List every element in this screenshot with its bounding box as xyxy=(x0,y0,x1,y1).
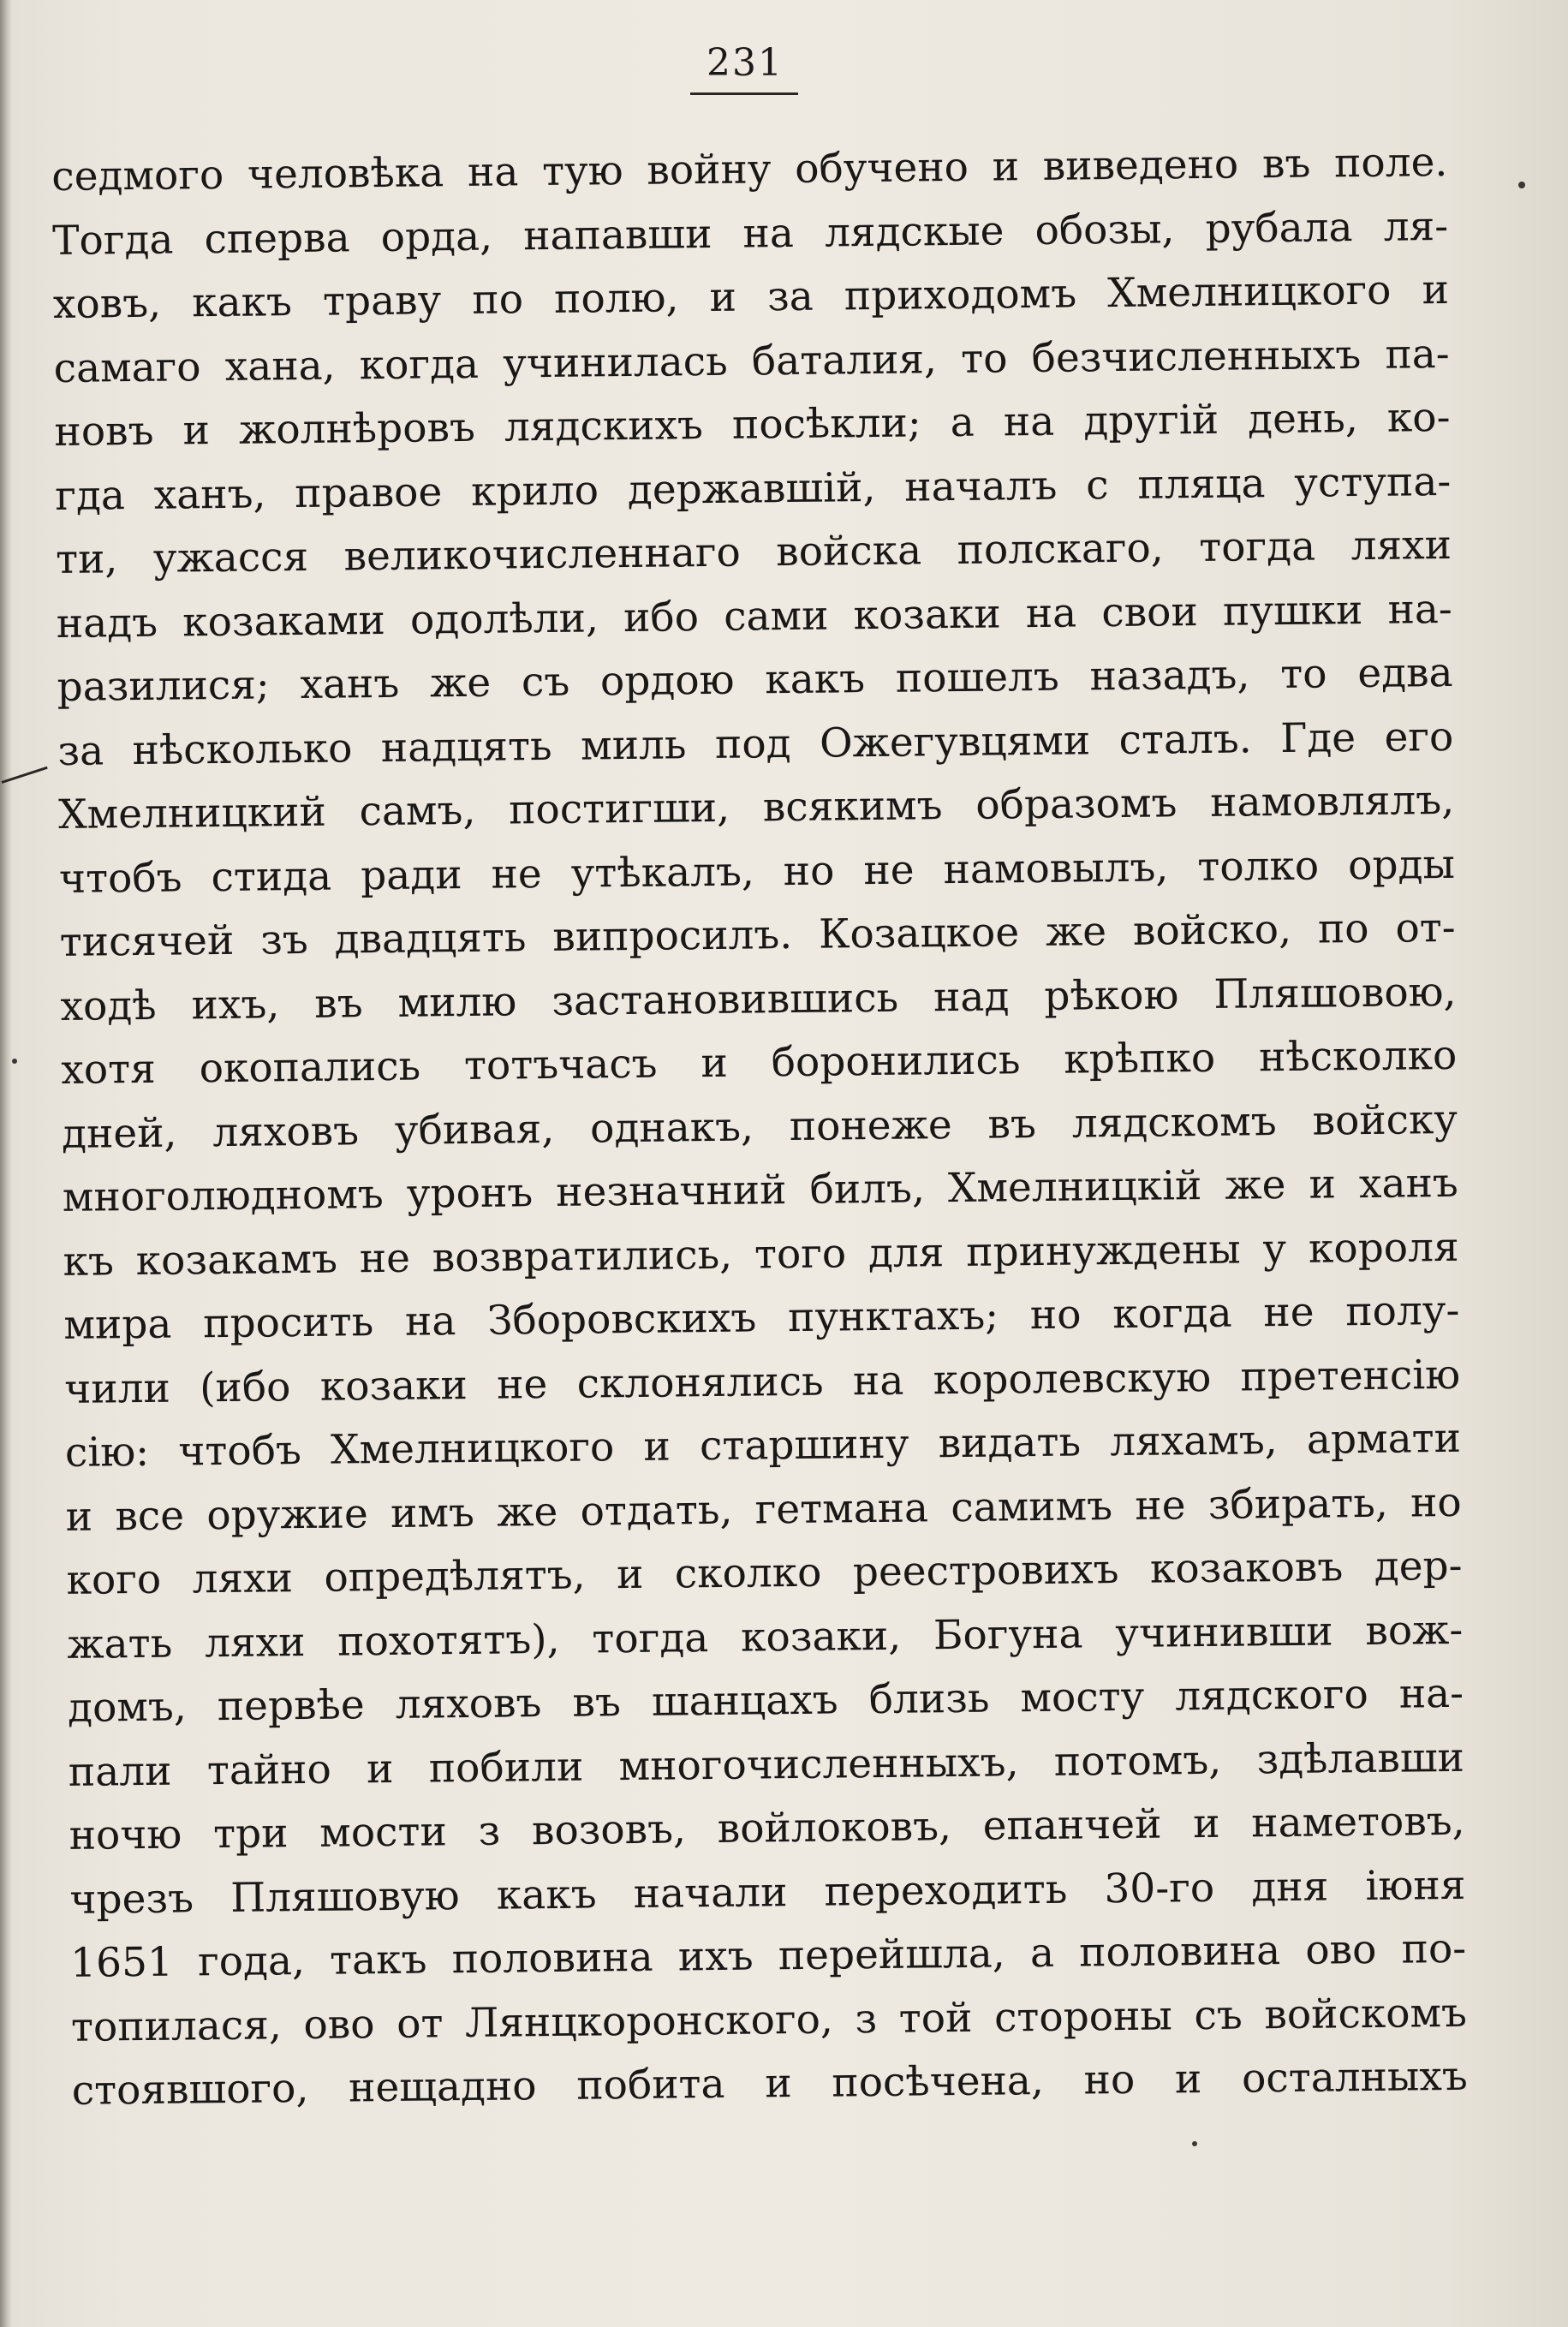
text-line: кого ляхи опредѣлятъ, и сколко реестровихъ козаковъ дер- xyxy=(66,1542,1463,1604)
page-number-underline xyxy=(690,92,798,95)
text-line: стоявшого, нещадно побита и посѣчена, но и осталныхъ xyxy=(71,2052,1468,2115)
ink-speck xyxy=(1192,2141,1197,2146)
page-binding-shadow xyxy=(0,0,12,2327)
body-text xyxy=(51,131,1468,2123)
page-number: 231 xyxy=(706,41,784,85)
text-line: Тогда сперва орда, напавши на лядскые обозы, рубала ля- xyxy=(51,202,1449,265)
text-line: 1651 года, такъ половина ихъ перейшла, а половина ово по- xyxy=(69,1924,1467,1987)
text-line: и все оружие имъ же отдать, гетмана самимъ не збирать, но xyxy=(65,1478,1462,1541)
text-line: тисячей зъ двадцять випросилъ. Козацкое же войско, по от- xyxy=(59,904,1456,966)
text-line: за нѣсколько надцять миль под Ожегувцями сталъ. Где его xyxy=(57,713,1454,775)
text-line: седмого человѣка на тую войну обучено и виведено въ поле. xyxy=(51,138,1448,200)
text-line: самаго хана, когда учинилась баталия, то безчисленныхъ па- xyxy=(53,330,1450,392)
text-line: надъ козаками одолѣли, ибо сами козаки на свои пушки на- xyxy=(56,585,1453,647)
text-line: мира просить на Зборовскихъ пунктахъ; но когда не полу- xyxy=(63,1286,1460,1349)
text-line: чрезъ Пляшовую какъ начали переходить 30-го дня іюня xyxy=(69,1861,1466,1924)
text-line: гда ханъ, правое крило державшій, началъ с пляца уступа- xyxy=(54,457,1452,520)
text-line: новъ и жолнѣровъ лядскихъ посѣкли; а на другій день, ко- xyxy=(54,393,1451,456)
text-line: пали тайно и побили многочисленныхъ, потомъ, здѣлавши xyxy=(68,1733,1465,1796)
text-line: ти, ужасся великочисленнаго войска полскаго, тогда ляхи xyxy=(55,521,1452,583)
ink-speck xyxy=(1518,182,1525,188)
text-line: чтобъ стида ради не утѣкалъ, но не намовылъ, толко орды xyxy=(58,840,1456,903)
text-line: разилися; ханъ же съ ордою какъ пошелъ назадъ, то едва xyxy=(57,648,1453,711)
text-line: ховъ, какъ траву по полю, и за приходомъ Хмелницкого и xyxy=(52,266,1450,328)
text-line: сію: чтобъ Хмелницкого и старшину видать ляхамъ, армати xyxy=(64,1414,1462,1477)
text-line: чили (ибо козаки не склонялись на королевскую претенсію xyxy=(63,1351,1461,1413)
text-line: дней, ляховъ убивая, однакъ, понеже въ лядскомъ войску xyxy=(61,1095,1458,1158)
text-line: многолюдномъ уронъ незначний билъ, Хмелницкій же и ханъ xyxy=(62,1159,1459,1221)
text-line: хотя окопались тотъчасъ и боронились крѣпко нѣсколко xyxy=(61,1031,1458,1094)
text-line: ночю три мости з возовъ, войлоковъ, епанчей и наметовъ, xyxy=(69,1797,1465,1859)
text-line: домъ, первѣе ляховъ въ шанцахъ близь мосту лядского на- xyxy=(67,1669,1464,1732)
text-line: къ козакамъ не возвратились, того для принуждены у короля xyxy=(63,1223,1459,1286)
text-line: топилася, ово от Лянцкоронского, з той стороны съ войскомъ xyxy=(70,1989,1468,2051)
text-line: ходѣ ихъ, въ милю застановившись над рѣкою Пляшовою, xyxy=(60,968,1457,1030)
text-line: Хмелницкий самъ, постигши, всякимъ образомъ намовлялъ, xyxy=(57,776,1455,838)
text-line: жать ляхи похотятъ), тогда козаки, Богуна учинивши вож- xyxy=(67,1606,1464,1668)
ink-speck xyxy=(12,1059,17,1064)
